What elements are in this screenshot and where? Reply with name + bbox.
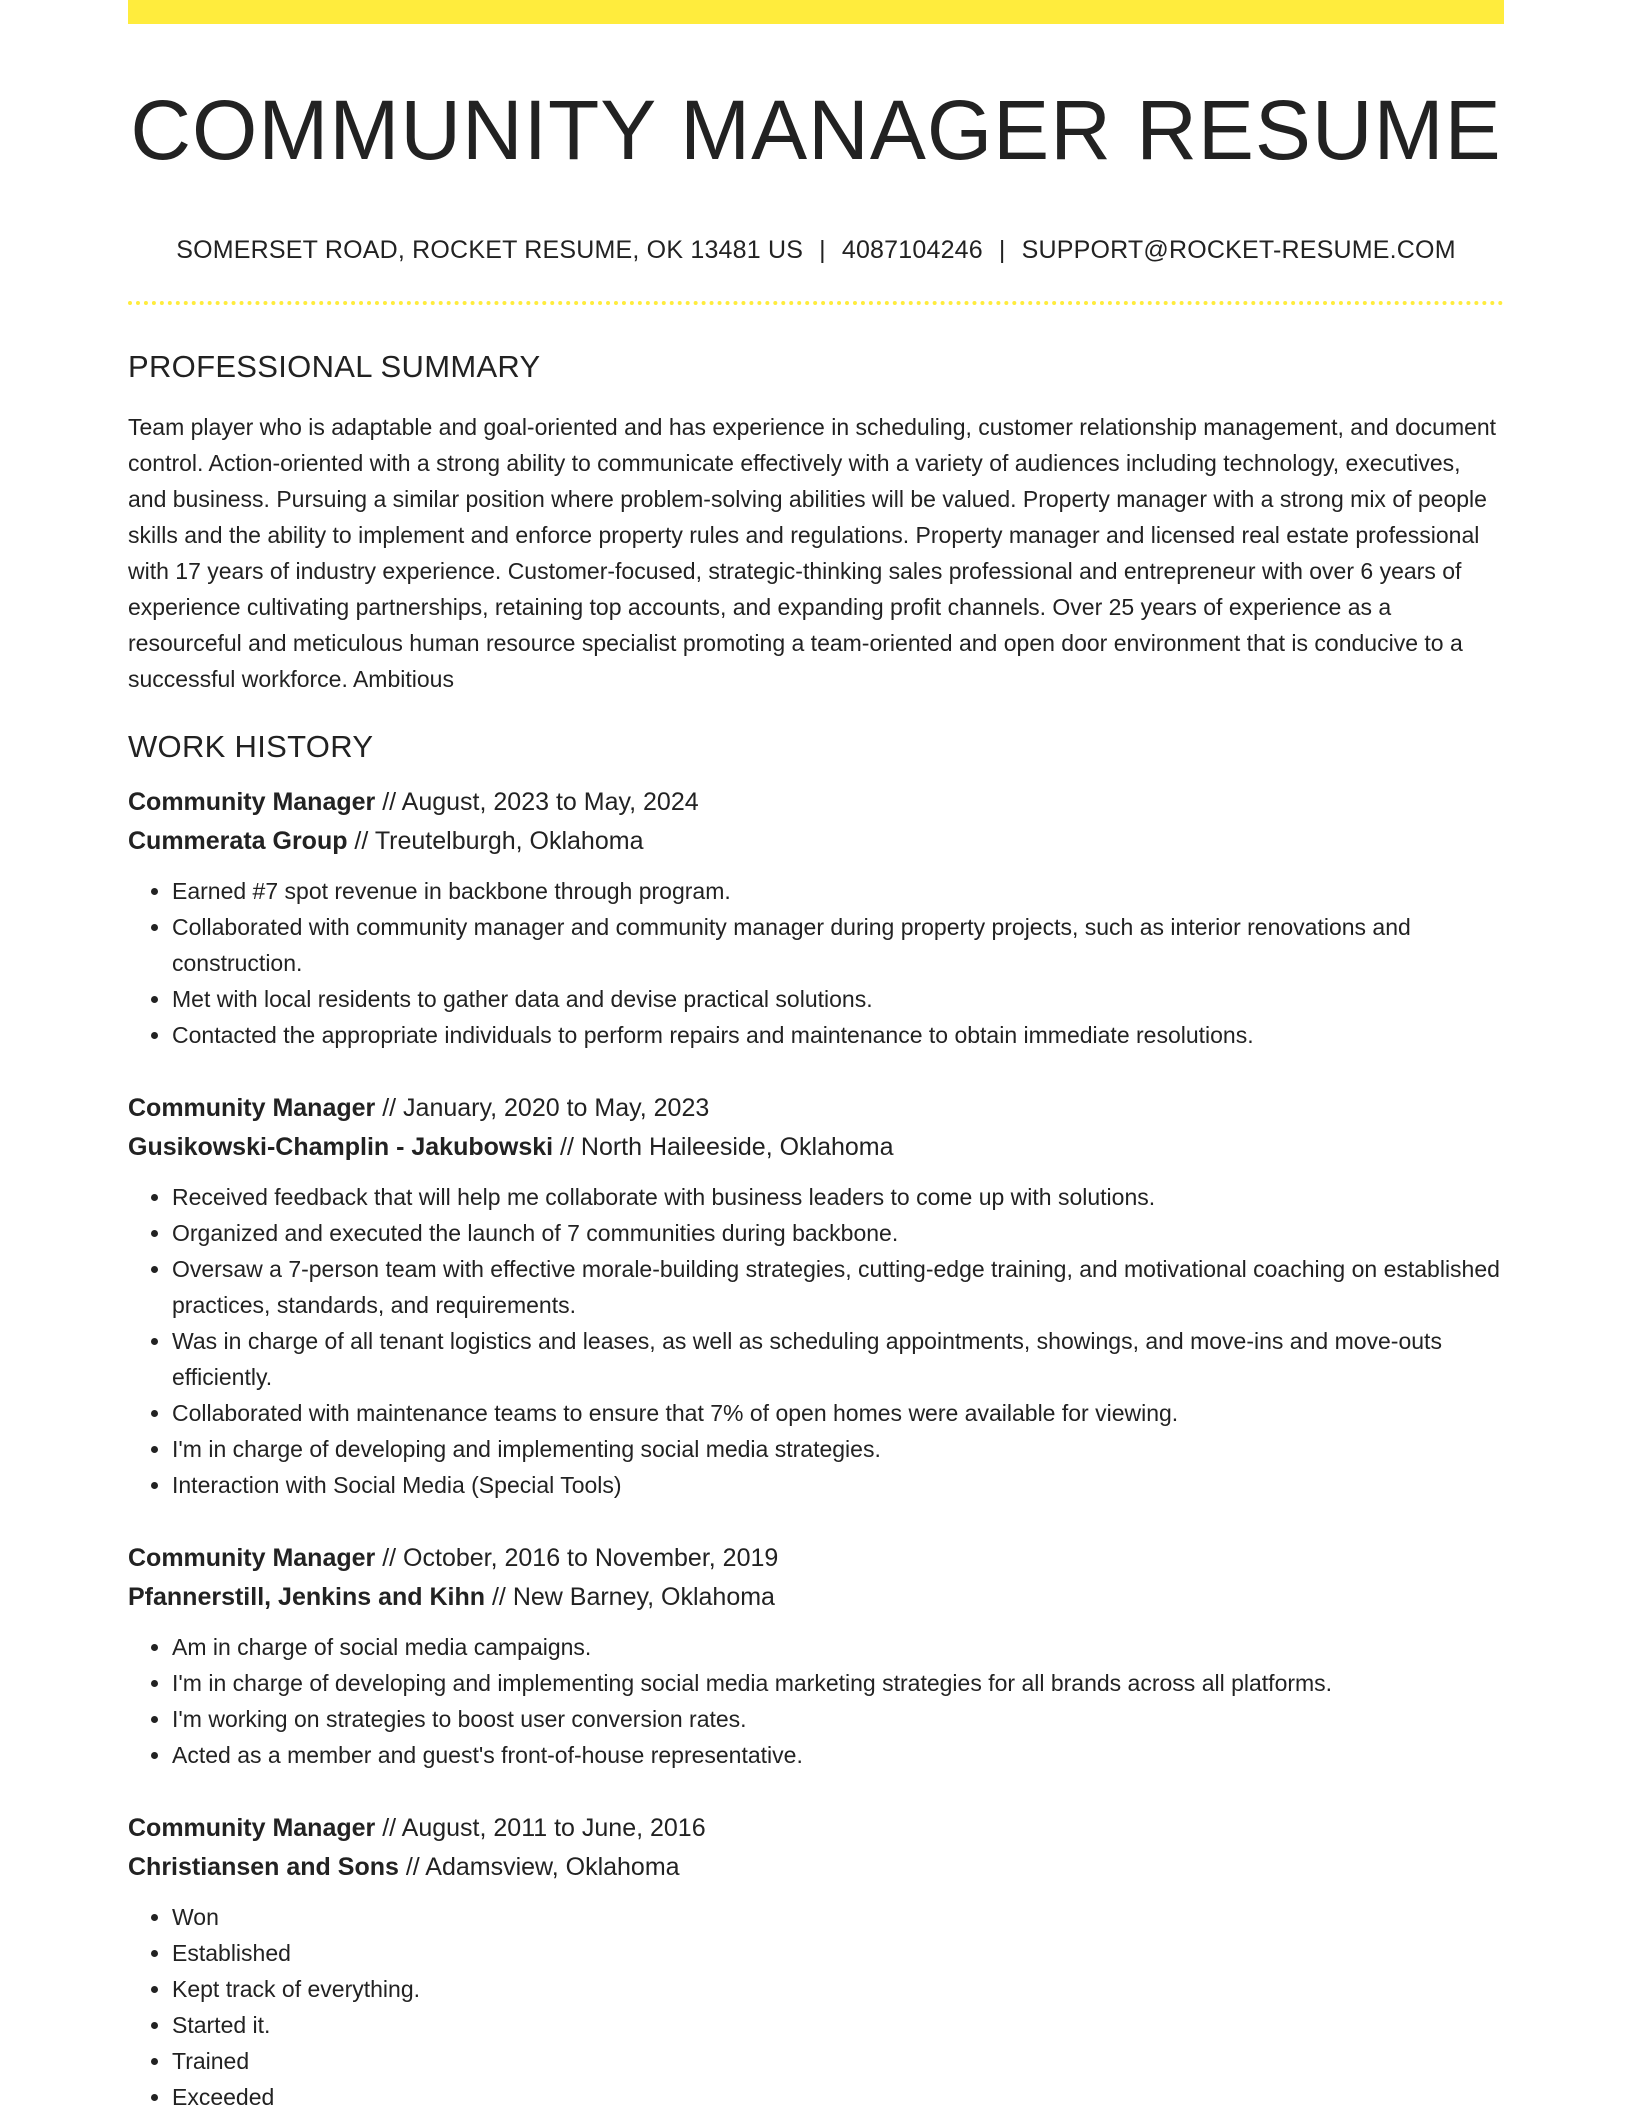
- contact-address: SOMERSET ROAD, ROCKET RESUME, OK 13481 US: [176, 236, 804, 265]
- job-bullet: • Met with local residents to gather data and devise practical solutions.: [172, 981, 1504, 1017]
- job-company: Gusikowski-Champlin - Jakubowski: [128, 1133, 554, 1162]
- job-title-line: [128, 783, 1504, 822]
- job-dates: // August, 2023 to May, 2024: [375, 788, 699, 817]
- job-bullet: • Earned #7 spot revenue in backbone through program.: [172, 873, 1504, 909]
- job-bullet: • Kept track of everything.: [172, 1971, 1504, 2007]
- job-location: // Adamsview, Oklahoma: [398, 1853, 680, 1882]
- job-bullet: • Exceeded: [172, 2079, 1504, 2115]
- resume-page: [128, 0, 1504, 2115]
- job-dates: // January, 2020 to May, 2023: [375, 1094, 710, 1123]
- job-bullet: • Was in charge of all tenant logistics and leases, as well as scheduling appointments, showings, and move-ins and move-outs efficiently.: [172, 1323, 1504, 1395]
- job-bullet: • Oversaw a 7-person team with effective morale-building strategies, cutting-edge training, and motivational coaching on established practices, standards, and requirements.: [172, 1251, 1504, 1323]
- job-bullet: • Organized and executed the launch of 7 communities during backbone.: [172, 1215, 1504, 1251]
- job-bullet: • Started it.: [172, 2007, 1504, 2043]
- job-bullet: • I'm working on strategies to boost user conversion rates.: [172, 1701, 1504, 1737]
- job-bullet: • Am in charge of social media campaigns.: [172, 1629, 1504, 1665]
- job-location: // Treutelburgh, Oklahoma: [347, 827, 644, 856]
- job-bullet: • I'm in charge of developing and implementing social media strategies.: [172, 1431, 1504, 1467]
- job-entry: [128, 1539, 1504, 1773]
- job-company-line: [128, 822, 1504, 861]
- top-accent-bar: [128, 0, 1504, 24]
- job-company: Christiansen and Sons: [128, 1853, 399, 1882]
- job-company: Cummerata Group: [128, 827, 348, 856]
- job-entry: [128, 1089, 1504, 1503]
- contact-phone: 4087104246: [841, 236, 983, 265]
- job-bullet: • Established: [172, 1935, 1504, 1971]
- job-title-line: [128, 1809, 1504, 1848]
- page-title: COMMUNITY MANAGER RESUME: [130, 83, 1502, 177]
- summary-text: Team player who is adaptable and goal-oriented and has experience in scheduling, customer relationship management, and document control. Action-oriented with a strong ability to communicate effectively with a variety of audiences including technology, executives, and business. Pursuing a similar position where problem-solving abilities will be valued. Property manager with a strong mix of people skills and the ability to implement and enforce property rules and regulations. Property manager and licensed real estate professional with 17 years of industry experience. Customer-focused, strategic-thinking sales professional and entrepreneur with over 6 years of experience cultivating partnerships, retaining top accounts, and expanding profit channels. Over 25 years of experience as a resourceful and meticulous human resource specialist promoting a team-oriented and open door environment that is conducive to a successful workforce. Ambitious: [128, 414, 1497, 693]
- job-title: Community Manager: [128, 788, 376, 817]
- job-bullet-list: [128, 1899, 1504, 2115]
- job-location: // New Barney, Oklahoma: [485, 1583, 775, 1612]
- job-bullet-list: [128, 873, 1504, 1053]
- summary-heading: PROFESSIONAL SUMMARY: [128, 349, 541, 385]
- dotted-divider: [128, 301, 1504, 305]
- job-bullet: • Collaborated with maintenance teams to ensure that 7% of open homes were available for viewing.: [172, 1395, 1504, 1431]
- job-title-line: [128, 1089, 1504, 1128]
- job-bullet-list: [128, 1629, 1504, 1773]
- job-bullet: • Received feedback that will help me collaborate with business leaders to come up with solutions.: [172, 1179, 1504, 1215]
- contact-separator: |: [998, 236, 1006, 265]
- contact-email: SUPPORT@ROCKET-RESUME.COM: [1021, 236, 1456, 265]
- job-company: Pfannerstill, Jenkins and Kihn: [128, 1583, 486, 1612]
- job-title: Community Manager: [128, 1094, 376, 1123]
- job-title-line: [128, 1539, 1504, 1578]
- contact-separator: |: [819, 236, 826, 265]
- job-dates: // August, 2011 to June, 2016: [375, 1814, 706, 1843]
- job-bullet: • Won: [172, 1899, 1504, 1935]
- work-history-list: [128, 783, 1504, 2115]
- job-bullet: • Acted as a member and guest's front-of-house representative.: [172, 1737, 1504, 1773]
- job-bullet: • Trained: [172, 2043, 1504, 2079]
- job-entry: [128, 783, 1504, 1053]
- job-location: // North Haileeside, Oklahoma: [553, 1133, 894, 1162]
- work-history-heading: WORK HISTORY: [128, 729, 374, 765]
- job-bullet-list: [128, 1179, 1504, 1503]
- contact-line: [128, 236, 1504, 265]
- job-company-line: [128, 1128, 1504, 1167]
- job-bullet: • Collaborated with community manager and community manager during property projects, such as interior renovations and construction.: [172, 909, 1504, 981]
- job-entry: [128, 1809, 1504, 2115]
- job-dates: // October, 2016 to November, 2019: [375, 1544, 779, 1573]
- job-title: Community Manager: [128, 1544, 376, 1573]
- job-bullet: • Interaction with Social Media (Special Tools): [172, 1467, 1504, 1503]
- job-bullet: • I'm in charge of developing and implementing social media marketing strategies for all brands across all platforms.: [172, 1665, 1504, 1701]
- job-bullet: • Contacted the appropriate individuals to perform repairs and maintenance to obtain immediate resolutions.: [172, 1017, 1504, 1053]
- job-company-line: [128, 1848, 1504, 1887]
- job-company-line: [128, 1578, 1504, 1617]
- job-title: Community Manager: [128, 1814, 376, 1843]
